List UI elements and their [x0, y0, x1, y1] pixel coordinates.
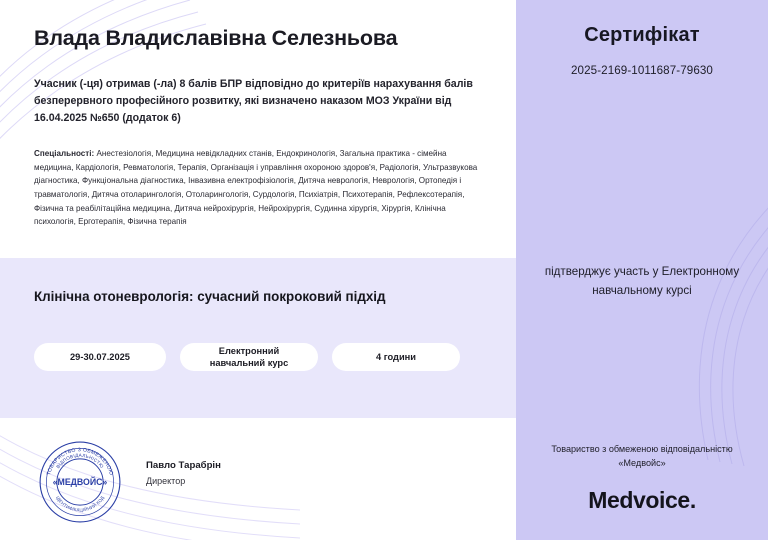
certificate-header-block	[0, 0, 516, 229]
svg-text:ТОВАРИСТВО З ОБМЕЖЕНОЮ: ТОВАРИСТВО З ОБМЕЖЕНОЮ	[45, 447, 115, 477]
recipient-name: Влада Владиславівна Селезньова	[34, 26, 398, 50]
course-band	[0, 258, 516, 418]
course-chips	[34, 343, 482, 371]
brand-part-1: Medv	[588, 487, 646, 513]
brand-logo	[516, 487, 768, 514]
brand-part-o: o	[645, 487, 660, 513]
specialties-label: Спеціальності:	[34, 149, 95, 159]
specialties-block	[34, 147, 482, 229]
svg-text:«МЕДВОЙС»: «МЕДВОЙС»	[52, 476, 108, 487]
specialties-list: Анестезіологія, Медицина невідкладних станів, Ендокринологія, Загальна практика - сімейна медицина, Кардіологія, Ревматологія, Терапія, Організація і управління охороною здоров'я, Радіологія, Ультразвукова діагностика, Функціональна діагностика, Інвазивна електрофізіологія, Дитяча неврологія, Неврологія, Ортопедія і травматологія, Дитяча отоларингологія, Отоларингологія, Сурдологія, Психіатрія, Психотерапія, Рефлексотерапія, Фізична та реабілітаційна медицина, Дитяча нейрохірургія, Нейрохірургія, Судинна хірургія, Хірургія, Клінічна психологія, Ерготерапія, Фізична терапія	[34, 149, 478, 227]
confirmation-text: підтверджує участь у Електронному навчальному курсі	[544, 265, 740, 297]
signer-block	[146, 460, 221, 486]
signature-area	[0, 418, 516, 540]
chip-course-type: Електронний навчальний курс	[180, 343, 318, 371]
svg-text:ВІДПОВІДАЛЬНІСТЮ: ВІДПОВІДАЛЬНІСТЮ	[55, 452, 105, 470]
certificate-heading: Сертифікат	[584, 24, 700, 46]
course-title: Клінічна отоневрологія: сучасний покроковий підхід	[34, 289, 386, 304]
certificate-right-panel	[516, 0, 768, 540]
signer-role: Директор	[146, 476, 186, 486]
intro-text: Учасник (-ця) отримав (-ла) 8 балів БПР відповідно до критеріїв нарахування балів безперервного професійного розвитку, які визначено наказом МОЗ України від 16.04.2025 №650 (додаток 6)	[34, 77, 473, 125]
signer-name: Павло Тарабрін	[146, 460, 221, 471]
chip-date: 29-30.07.2025	[34, 343, 166, 371]
certificate-number: 2025-2169-1011687-79630	[571, 64, 713, 77]
company-name-text: Товариство з обмеженою відповідальністю «Медвойс»	[551, 444, 733, 468]
svg-text:ІДЕНТИФІКАЦІЙНИЙ КОД: ІДЕНТИФІКАЦІЙНИЙ КОД	[54, 495, 106, 513]
company-stamp-icon	[38, 440, 122, 524]
brand-part-2: ice.	[659, 487, 696, 513]
chip-hours: 4 години	[332, 343, 460, 371]
